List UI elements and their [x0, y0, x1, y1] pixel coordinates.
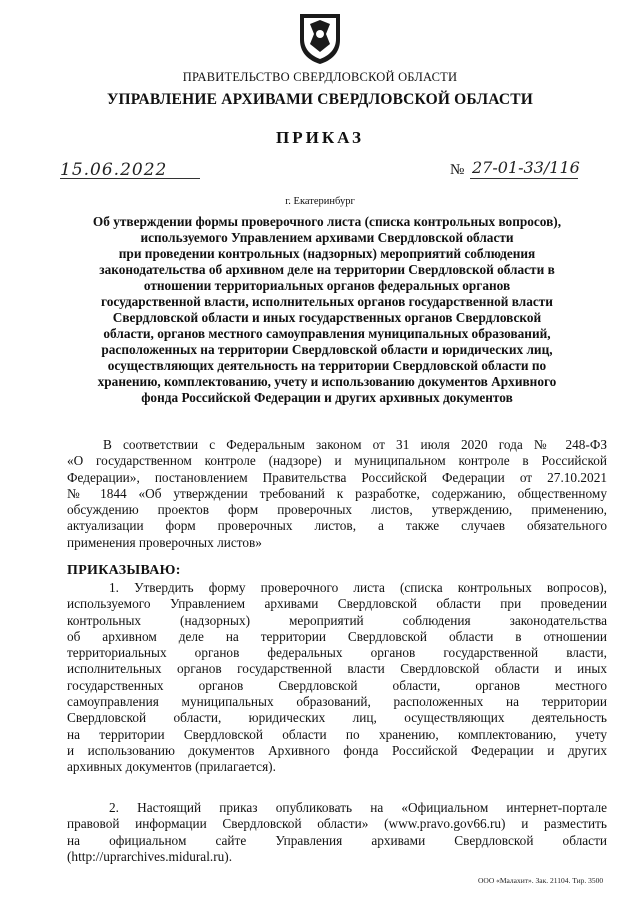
preamble-line: «О государственном контроле (надзоре) и муниципальном контроле в Российской	[67, 453, 607, 469]
item-1-line: используемого Управлением архивами Свердловской области при проведении	[67, 596, 607, 612]
title-line: хранению, комплектованию, учету и использованию документов Архивного	[97, 374, 557, 389]
item-1-line: самоуправления муниципальных образований, расположенных на территории	[67, 694, 607, 710]
item-1-line: на территории Свердловской области по хранению, комплектованию, учету	[67, 726, 607, 742]
item-1-line: 1. Утвердить форму проверочного листа (списка контрольных вопросов),	[109, 580, 607, 595]
item-2-line: на официальном сайте Управления архивами Свердловской области	[67, 832, 607, 848]
date-underline	[60, 178, 200, 179]
title-line: области, органов местного самоуправления муниципальных образований,	[103, 326, 551, 341]
title-line: расположенных на территории Свердловской области и юридических лиц,	[101, 342, 553, 357]
preamble-line: В соответствии с Федеральным законом от 31 июля 2020 года № 248-ФЗ	[103, 437, 607, 452]
preamble-line: обсуждению проектов форм проверочных листов, утверждению, применению,	[67, 502, 607, 518]
item-1-line: и использованию документов Архивного фонда Российской Федерации и других	[67, 742, 607, 758]
item-1-line: контрольных (надзорных) мероприятий соблюдения законодательства	[67, 612, 607, 628]
order-directive: ПРИКАЗЫВАЮ:	[67, 563, 181, 578]
title-line: при проведении контрольных (надзорных) мероприятий соблюдения	[118, 246, 536, 261]
handwritten-number: 27-01-33/116	[472, 158, 580, 177]
item-1-line: архивных документов (прилагается).	[67, 759, 276, 775]
city-line: г. Екатеринбург	[285, 196, 355, 207]
preamble-line: актуализации форм проверочных листов, а также случаев обязательного	[67, 518, 607, 534]
item-2-paragraph	[67, 800, 607, 865]
coat-of-arms-emblem	[296, 10, 344, 66]
item-2-line: 2. Настоящий приказ опубликовать на «Официальном интернет-портале	[109, 800, 607, 815]
title-line: фонда Российской Федерации и других архивных документов	[141, 390, 513, 405]
title-line: законодательства об архивном деле на территории Свердловской области в	[99, 262, 555, 277]
number-sign: №	[450, 162, 465, 178]
order-title	[62, 214, 592, 406]
item-1-line: об архивном деле на территории Свердловской области в отношении	[67, 628, 607, 644]
item-1-line: Свердловской области, юридических лиц, осуществляющих деятельность	[67, 710, 607, 726]
printer-footer: ООО «Малахит». Зак. 21104. Тир. 3500	[478, 876, 604, 885]
item-1-line: территориальных органов федеральных органов государственной власти,	[67, 645, 607, 661]
item-2-line: правовой информации Свердловской области» (www.pravo.gov66.ru) и разместить	[67, 816, 607, 832]
item-2-line: (http://uprarchives.midural.ru).	[67, 848, 233, 864]
title-line: осуществляющих деятельность на территории Свердловской области по	[107, 358, 547, 373]
preamble-line: № 1844 «Об утверждении требований к разработке, содержанию, общественному	[67, 485, 607, 501]
title-line: Свердловской области и иных государственных органов Свердловской	[112, 310, 542, 325]
government-heading: ПРАВИТЕЛЬСТВО СВЕРДЛОВСКОЙ ОБЛАСТИ	[182, 70, 458, 84]
title-line: государственной власти, исполнительных органов государственной власти	[101, 294, 553, 309]
document-type-heading: ПРИКАЗ	[276, 128, 364, 147]
department-heading: УПРАВЛЕНИЕ АРХИВАМИ СВЕРДЛОВСКОЙ ОБЛАСТИ	[106, 91, 534, 108]
item-1-line: государственных органов Свердловской области, органов местного	[67, 677, 607, 693]
preamble-line: Федерации», постановлением Правительства Российской Федерации от 27.10.2021	[67, 469, 607, 485]
handwritten-date: 15.06.2022	[60, 160, 168, 180]
title-line: Об утверждении формы проверочного листа (списка контрольных вопросов),	[92, 214, 562, 229]
preamble-paragraph	[67, 437, 607, 551]
item-1-paragraph	[67, 580, 607, 776]
title-line: используемого Управлением архивами Свердловской области	[140, 230, 514, 245]
preamble-line: применения проверочных листов»	[67, 534, 262, 550]
number-underline	[470, 178, 578, 179]
item-1-line: исполнительных органов государственной власти Свердловской области и иных	[67, 661, 607, 677]
title-line: отношении территориальных органов федеральных органов	[143, 278, 511, 293]
